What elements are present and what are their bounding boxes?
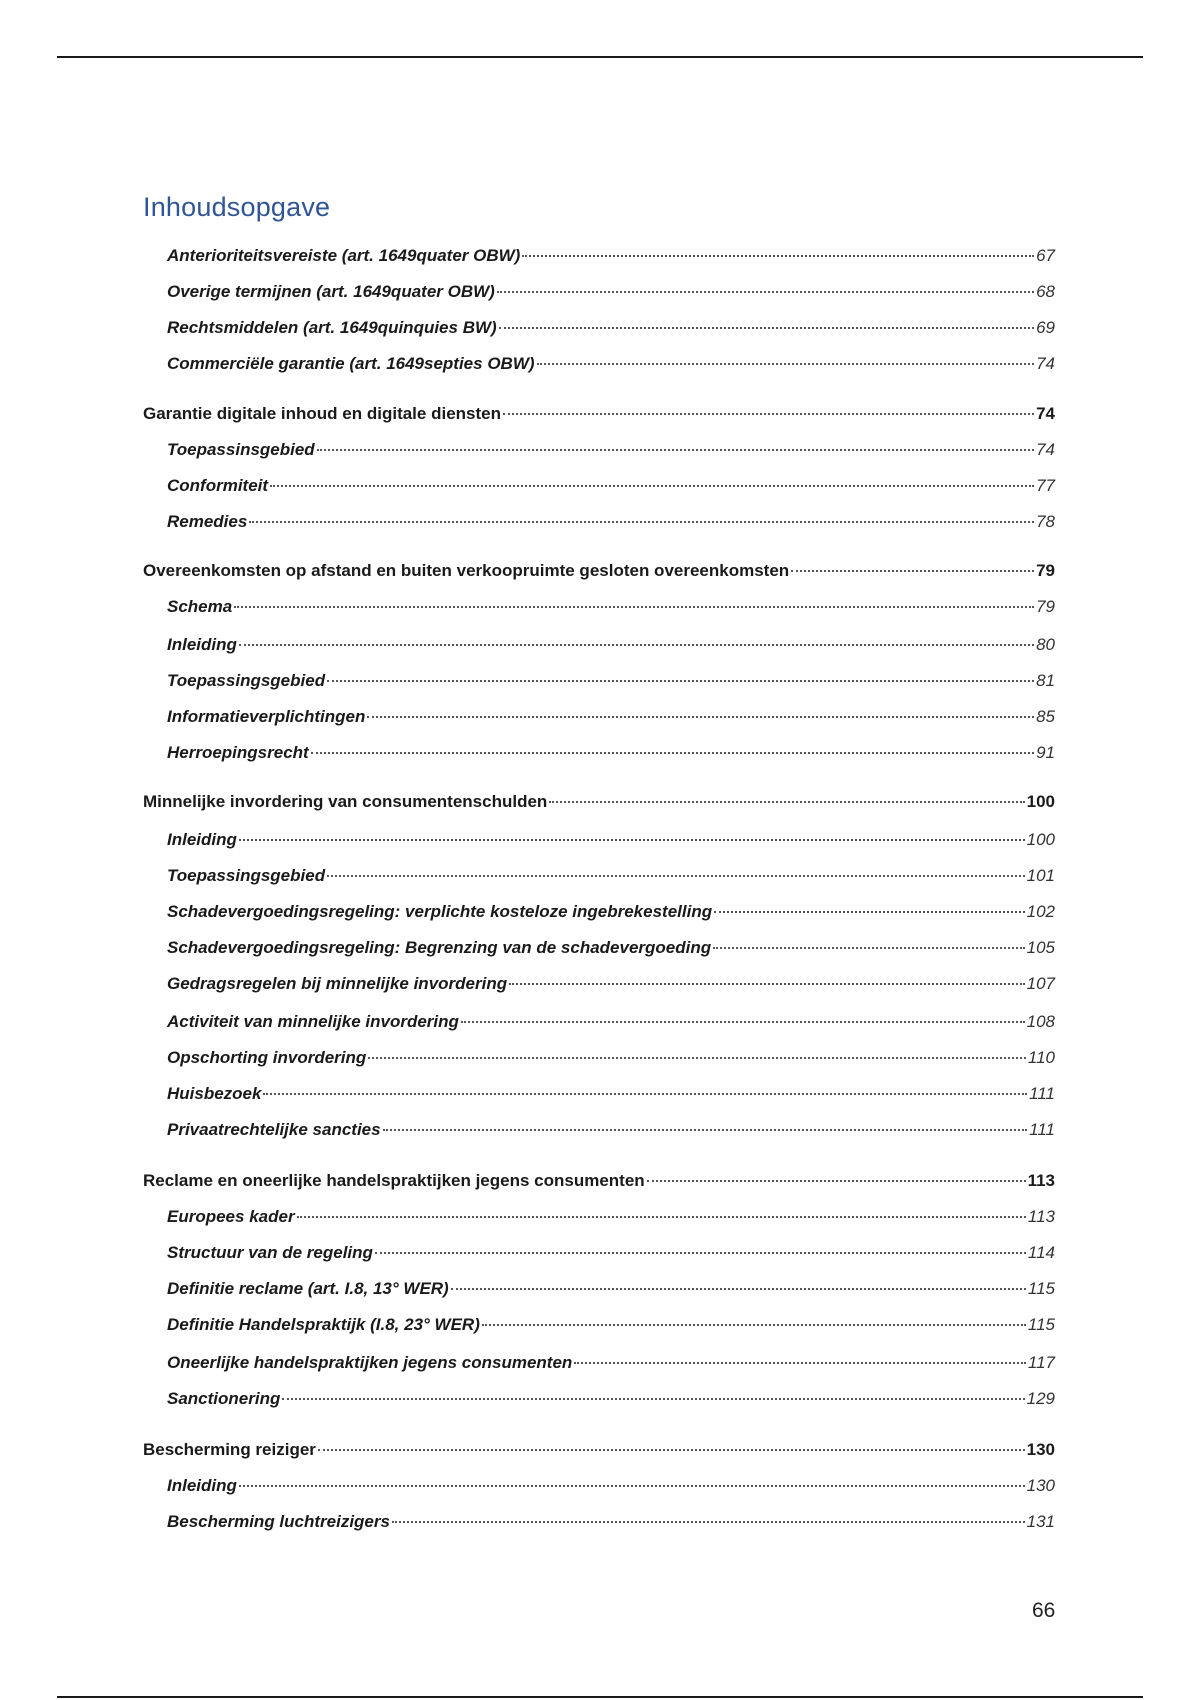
dot-leader bbox=[282, 1396, 1024, 1400]
toc-entry-page: 129 bbox=[1026, 1389, 1055, 1408]
toc-entry-label: Reclame en oneerlijke handelspraktijken jegens consumenten bbox=[143, 1171, 645, 1190]
toc-entry-label: Bescherming luchtreizigers bbox=[167, 1512, 390, 1531]
dot-leader bbox=[497, 289, 1034, 293]
dot-leader bbox=[270, 483, 1034, 487]
toc-entry-label: Opschorting invordering bbox=[167, 1048, 367, 1067]
toc-chapter-link[interactable] bbox=[143, 1440, 1055, 1460]
toc-entry-label: Structuur van de regeling bbox=[167, 1243, 373, 1262]
dot-leader bbox=[239, 837, 1025, 841]
toc-entry-page: 102 bbox=[1026, 902, 1055, 921]
toc-entry-label: Garantie digitale inhoud en digitale diensten bbox=[143, 404, 501, 423]
toc-entry-page: 74 bbox=[1036, 440, 1055, 459]
dot-leader bbox=[297, 1214, 1026, 1218]
toc-entry-page: 74 bbox=[1036, 404, 1055, 423]
toc-entry-page: 130 bbox=[1026, 1440, 1055, 1459]
toc-entry-page: 117 bbox=[1027, 1353, 1055, 1372]
dot-leader bbox=[392, 1519, 1025, 1523]
toc-chapter-link[interactable] bbox=[143, 1171, 1055, 1191]
toc-entry-label: Sanctionering bbox=[167, 1389, 281, 1408]
dot-leader bbox=[234, 604, 1034, 608]
toc-entry-label: Minnelijke invordering van consumentenschulden bbox=[143, 792, 548, 811]
toc-entry-page: 69 bbox=[1036, 318, 1055, 337]
dot-leader bbox=[249, 519, 1034, 523]
toc-section-link[interactable] bbox=[167, 938, 1055, 958]
toc-entry-label: Rechtsmiddelen (art. 1649quinquies BW) bbox=[167, 318, 497, 337]
toc-entry-page: 100 bbox=[1026, 792, 1055, 811]
dot-leader bbox=[368, 1055, 1026, 1059]
toc-entry-page: 105 bbox=[1026, 938, 1055, 957]
dot-leader bbox=[367, 714, 1034, 718]
toc-entry-label: Inleiding bbox=[167, 830, 237, 849]
dot-leader bbox=[537, 361, 1035, 365]
toc-section-link[interactable] bbox=[167, 671, 1055, 691]
toc-entry-page: 91 bbox=[1036, 743, 1055, 762]
toc-section-link[interactable] bbox=[167, 830, 1055, 850]
toc-entry-page: 85 bbox=[1036, 707, 1055, 726]
toc-entry-page: 81 bbox=[1036, 671, 1055, 690]
page-number: 66 bbox=[1032, 1599, 1056, 1622]
header-rule bbox=[57, 56, 1143, 58]
toc-entry-label: Oneerlijke handelspraktijken jegens consumenten bbox=[167, 1353, 573, 1372]
toc-section-link[interactable] bbox=[167, 476, 1055, 496]
toc-entry-page: 79 bbox=[1036, 597, 1055, 616]
toc-entry-label: Toepassingsgebied bbox=[167, 866, 326, 885]
toc-entry-label: Overige termijnen (art. 1649quater OBW) bbox=[167, 282, 495, 301]
toc-entry-page: 108 bbox=[1026, 1012, 1055, 1031]
toc-entry-label: Activiteit van minnelijke invordering bbox=[167, 1012, 459, 1031]
toc-section-link[interactable] bbox=[167, 743, 1055, 763]
dot-leader bbox=[791, 568, 1034, 572]
toc-entry-label: Commerciële garantie (art. 1649septies OBW) bbox=[167, 354, 535, 373]
toc-section-link[interactable] bbox=[167, 866, 1055, 886]
toc-entry-label: Bescherming reiziger bbox=[143, 1440, 316, 1459]
toc-entry-label: Inleiding bbox=[167, 635, 237, 654]
toc-section-link[interactable] bbox=[167, 974, 1055, 994]
toc-section-link[interactable] bbox=[167, 1512, 1055, 1532]
toc-entry-page: 115 bbox=[1027, 1315, 1055, 1334]
toc-section-link[interactable] bbox=[167, 1243, 1055, 1263]
toc-section-link[interactable] bbox=[167, 1389, 1055, 1409]
toc-section-link[interactable] bbox=[167, 282, 1055, 302]
toc-entry-label: Definitie reclame (art. I.8, 13° WER) bbox=[167, 1279, 449, 1298]
footer-rule bbox=[57, 1696, 1143, 1698]
toc-section-link[interactable] bbox=[167, 246, 1055, 266]
toc-entry-page: 131 bbox=[1026, 1512, 1055, 1531]
toc-entry-label: Huisbezoek bbox=[167, 1084, 262, 1103]
toc-entry-page: 113 bbox=[1027, 1171, 1055, 1190]
dot-leader bbox=[482, 1322, 1026, 1326]
dot-leader bbox=[263, 1091, 1027, 1095]
dot-leader bbox=[714, 909, 1025, 913]
toc-entry-label: Informatieverplichtingen bbox=[167, 707, 366, 726]
toc-section-link[interactable] bbox=[167, 597, 1055, 617]
toc-section-link[interactable] bbox=[167, 1012, 1055, 1032]
toc-section-link[interactable] bbox=[167, 440, 1055, 460]
toc-entry-label: Schadevergoedingsregeling: verplichte kosteloze ingebrekestelling bbox=[167, 902, 713, 921]
toc-section-link[interactable] bbox=[167, 354, 1055, 374]
toc-entry-page: 77 bbox=[1036, 476, 1055, 495]
toc-section-link[interactable] bbox=[167, 1476, 1055, 1496]
toc-section-link[interactable] bbox=[167, 635, 1055, 655]
toc-entry-page: 113 bbox=[1027, 1207, 1055, 1226]
toc-section-link[interactable] bbox=[167, 1353, 1055, 1373]
toc-section-link[interactable] bbox=[167, 707, 1055, 727]
dot-leader bbox=[451, 1286, 1026, 1290]
toc-entry-label: Toepassingsgebied bbox=[167, 671, 326, 690]
dot-leader bbox=[375, 1250, 1026, 1254]
dot-leader bbox=[503, 411, 1034, 415]
toc-entry-page: 115 bbox=[1027, 1279, 1055, 1298]
toc-entry-label: Schadevergoedingsregeling: Begrenzing van de schadevergoeding bbox=[167, 938, 712, 957]
toc-section-link[interactable] bbox=[167, 1279, 1055, 1299]
toc-entry-page: 67 bbox=[1036, 246, 1055, 265]
dot-leader bbox=[318, 1447, 1025, 1451]
toc-section-link[interactable] bbox=[167, 1048, 1055, 1068]
toc-entry-label: Toepassinsgebied bbox=[167, 440, 315, 459]
toc-entry-label: Herroepingsrecht bbox=[167, 743, 309, 762]
toc-entry-page: 111 bbox=[1029, 1084, 1055, 1103]
toc-entry-label: Anterioriteitsvereiste (art. 1649quater OBW) bbox=[167, 246, 521, 265]
dot-leader bbox=[574, 1360, 1026, 1364]
dot-leader bbox=[461, 1019, 1025, 1023]
toc-entry-label: Privaatrechtelijke sancties bbox=[167, 1120, 381, 1139]
dot-leader bbox=[311, 750, 1034, 754]
toc-entry-page: 80 bbox=[1036, 635, 1055, 654]
toc-section-link[interactable] bbox=[167, 318, 1055, 338]
toc-entry-label: Schema bbox=[167, 597, 233, 616]
toc-entry-label: Europees kader bbox=[167, 1207, 295, 1226]
dot-leader bbox=[713, 945, 1024, 949]
toc-section-link[interactable] bbox=[167, 902, 1055, 922]
dot-leader bbox=[522, 253, 1034, 257]
toc-entry-label: Remedies bbox=[167, 512, 248, 531]
dot-leader bbox=[239, 642, 1034, 646]
toc-chapter-link[interactable] bbox=[143, 792, 1055, 812]
toc-section-link[interactable] bbox=[167, 512, 1055, 532]
toc-entry-page: 68 bbox=[1036, 282, 1055, 301]
toc-title: Inhoudsopgave bbox=[143, 192, 331, 222]
toc-section-link[interactable] bbox=[167, 1120, 1055, 1140]
toc-entry-label: Definitie Handelspraktijk (I.8, 23° WER) bbox=[167, 1315, 480, 1334]
toc-section-link[interactable] bbox=[167, 1207, 1055, 1227]
toc-entry-page: 78 bbox=[1036, 512, 1055, 531]
dot-leader bbox=[383, 1127, 1028, 1131]
dot-leader bbox=[239, 1483, 1025, 1487]
dot-leader bbox=[647, 1178, 1026, 1182]
toc-entry-page: 110 bbox=[1027, 1048, 1055, 1067]
dot-leader bbox=[549, 799, 1024, 803]
toc-entry-page: 74 bbox=[1036, 354, 1055, 373]
toc-section-link[interactable] bbox=[167, 1084, 1055, 1104]
dot-leader bbox=[509, 981, 1025, 985]
toc-entry-page: 114 bbox=[1027, 1243, 1055, 1262]
toc-entry-page: 130 bbox=[1026, 1476, 1055, 1495]
toc-entry-page: 107 bbox=[1026, 974, 1055, 993]
toc-chapter-link[interactable] bbox=[143, 561, 1055, 581]
toc-entry-page: 79 bbox=[1036, 561, 1055, 580]
toc-entry-label: Gedragsregelen bij minnelijke invordering bbox=[167, 974, 508, 993]
toc-entry-page: 100 bbox=[1026, 830, 1055, 849]
toc-entry-label: Inleiding bbox=[167, 1476, 237, 1495]
toc-entry-label: Overeenkomsten op afstand en buiten verkoopruimte gesloten overeenkomsten bbox=[143, 561, 790, 580]
toc-section-link[interactable] bbox=[167, 1315, 1055, 1335]
dot-leader bbox=[317, 447, 1034, 451]
toc-entry-page: 101 bbox=[1026, 866, 1055, 885]
toc-chapter-link[interactable] bbox=[143, 404, 1055, 424]
toc-entry-page: 111 bbox=[1029, 1120, 1055, 1139]
dot-leader bbox=[499, 325, 1034, 329]
dot-leader bbox=[327, 873, 1025, 877]
toc-entry-label: Conformiteit bbox=[167, 476, 269, 495]
dot-leader bbox=[327, 678, 1034, 682]
